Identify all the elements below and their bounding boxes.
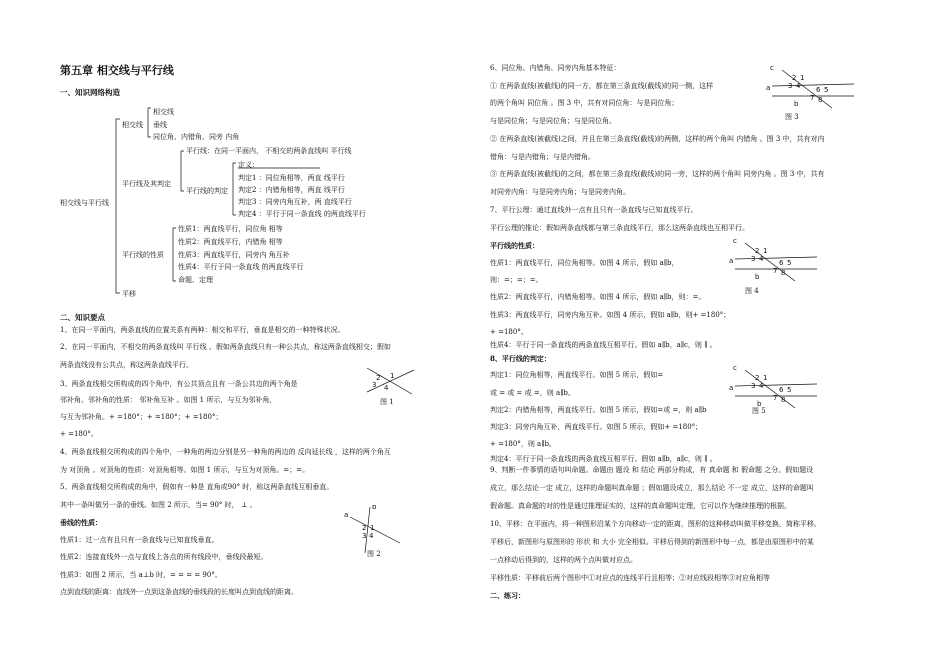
right-line-31: 平移性质：平移前后两个图形中①对应点的连线平行且相等；②对应线段相等③对应角相等 <box>490 574 770 582</box>
left-line-8: 4、两条直线相交所构成的四个角中，一种角的两边分别是另一种角的两边的 反向延长线 ，这样的两个角互 <box>60 448 391 456</box>
tree-xj: 相交线 <box>122 121 143 129</box>
left-line-9: 为 对顶角 。对顶角的性质：对顶角相等。如图 1 所示，与互为对顶角。=；=。 <box>60 466 310 474</box>
fig3-label-b: b <box>794 100 799 108</box>
fig4-label-2: 2 <box>755 247 760 255</box>
left-line-2: 2、在同一平面内，不相交的两条直线叫 平行线 。假如两条直线只有一种公共点，称这两条直线相交；假如 <box>60 343 391 351</box>
right-line-23: + =180°，则 a∥b。 <box>490 440 556 448</box>
tree-pd-0: 定义： <box>238 161 259 169</box>
fig5-label-4: 4 <box>759 382 764 390</box>
tree-pd-3: 判定3 ：同旁内角互补，两 直线平行 <box>238 198 352 206</box>
fig3-label-6: 6 <box>816 86 821 94</box>
section-key-points: 二、知识要点 <box>60 313 105 322</box>
right-line-32: 二、练习： <box>490 591 525 600</box>
tree-pxj-def: 平行线：在同一平面内， 不相交的两条直线叫 平行线 <box>186 147 352 155</box>
right-line-7: ③ 在两条直线(被截线)的之间，都在第三条直线(截线)的同一旁，这样的两个角叫 同旁内角 。图 3 中，共有 <box>490 170 825 178</box>
fig1-label-2: 2 <box>376 374 381 382</box>
right-line-17: 性质4：平行于同一条直线的两条直线互相平行。假如 a∥b，a∥c，则 ∥ 。 <box>490 341 717 349</box>
fig1-label-4: 4 <box>384 384 389 392</box>
tree-xz-5: 命题、定理 <box>178 276 213 284</box>
right-line-9: 7、平行公理：通过直线外一点有且只有一条直线与已知直线平行。 <box>490 206 698 214</box>
tree-xz-4: 性质4：平行于同一条直线 的两直线平行 <box>178 263 304 271</box>
fig2-label-a: a <box>344 511 349 519</box>
fig5-label-b: b <box>757 400 762 408</box>
fig5-label-2: 2 <box>755 374 760 382</box>
figure-3-caption: 图 3 <box>785 113 799 121</box>
fig4-label-b: b <box>755 273 760 281</box>
fig3-label-7: 7 <box>810 94 815 102</box>
right-line-1: 6、同位角、内错角、同旁内角基本特征： <box>490 64 621 72</box>
fig5-label-c: c <box>733 364 737 372</box>
tree-pxj-pd: 平行线的判定 <box>186 187 228 195</box>
section-network: 一、知识网络构造 <box>60 88 120 97</box>
right-line-14: 性质2：两直线平行，内错角相等。如图 4 所示，假如 a∥b，则：=。 <box>490 293 706 301</box>
right-line-24: 判定4：平行于同一条直线的两条直线互相平行。假如 a∥b，a∥c，则 ∥ 。 <box>490 455 717 463</box>
right-line-25: 9、判断一件事情的语句叫命题。命题由 题设 和 结论 两部分构成，有 真命题 和 假命题 之分。假如题设 <box>490 466 814 474</box>
left-line-5: 邻补角。邻补角的性质： 邻补角互补 。如图 1 所示，与互为邻补角， <box>60 396 277 404</box>
fig3-label-c: c <box>770 64 774 72</box>
figure-3-diagram <box>762 64 862 110</box>
fig2-label-2: 2 <box>362 524 367 532</box>
tree-xj-3: 同位角、内错角、同旁 内角 <box>153 133 240 141</box>
tree-py: 平移 <box>122 290 136 298</box>
right-line-16: + =180°。 <box>490 328 528 336</box>
fig3-label-a: a <box>766 84 771 92</box>
left-line-7: + =180°。 <box>60 430 98 438</box>
left-line-3: 两条直线没有公共点，称这两条直线平行。 <box>60 361 193 369</box>
fig3-label-5: 5 <box>824 86 829 94</box>
right-line-20: 或 = 或 = 或 =，则 a∥b。 <box>490 389 575 397</box>
fig4-label-7: 7 <box>773 267 778 275</box>
figure-1-caption: 图 1 <box>380 398 394 406</box>
right-line-10: 平行公理的推论：假如两条直线都与第三条直线平行，那么这两条直线也互相平行。 <box>490 224 749 232</box>
right-line-29: 平移后，新图形与原图形的 形状 和 大小 完全相似。平移后得到的新图形中每一点，都是由原图形中的某 <box>490 538 814 546</box>
right-line-11: 平行线的性质： <box>490 241 539 250</box>
left-line-16: 点到直线的距离：直线外一点到这条直线的垂线段的长度叫点到直线的距离。 <box>60 588 298 596</box>
right-column <box>490 0 930 672</box>
right-line-21: 判定2：内错角相等，两直线平行。如图 5 所示，假如=或 =，则 a∥b <box>490 406 707 414</box>
tree-xj-1: 相交线 <box>153 108 174 116</box>
right-line-12: 性质1：两直线平行，同位角相等。如图 4 所示，假如 a∥b， <box>490 259 679 267</box>
fig4-label-4: 4 <box>759 255 764 263</box>
fig4-label-8: 8 <box>781 269 786 277</box>
left-line-14: 性质2：连接直线外一点与直线上各点的所有线段中，垂线段最短。 <box>60 553 268 561</box>
fig5-label-1: 1 <box>763 374 768 382</box>
fig5-label-3: 3 <box>751 382 756 390</box>
fig3-label-3: 3 <box>788 82 793 90</box>
right-line-8: 对同旁内角：与是同旁内角；与是同旁内角。 <box>490 188 630 196</box>
right-line-28: 10、平移：在平面内，将一种图形沿某个方向移动一定的距离，图形的这种移动叫做平移变换，简称平移。 <box>490 520 821 528</box>
fig3-label-1: 1 <box>800 74 805 82</box>
fig5-label-8: 8 <box>781 396 786 404</box>
right-line-6: 错角：与是内错角；与是内错角。 <box>490 153 595 161</box>
fig5-label-6: 6 <box>779 386 784 394</box>
tree-xz: 平行线的性质 <box>122 251 164 259</box>
fig4-label-3: 3 <box>751 255 756 263</box>
fig1-label-3: 3 <box>372 381 377 389</box>
left-line-10: 5、两条直线相交所构成的角中，假如有一种是 直角或90° 时，称这两条直线互相垂直。 <box>60 483 334 491</box>
fig2-label-1: 1 <box>370 524 375 532</box>
left-column <box>60 0 500 672</box>
right-line-13: 则：=；=；=。 <box>490 276 543 284</box>
right-line-27: 假命题。真命题的对的性是通过推理证实的，这样的真命题叫定理，它可以作为继续推理的根据。 <box>490 502 791 510</box>
right-line-5: ② 在两条直线(被截线)之间，并且在第三条直线(截线)的两侧，这样的两个角叫 内错角 。图 3 中，共有对内 <box>490 135 825 143</box>
figure-2-diagram <box>340 505 410 555</box>
fig4-label-a: a <box>729 257 734 265</box>
fig3-label-8: 8 <box>818 96 823 104</box>
figure-5-diagram <box>725 364 825 410</box>
fig1-label-1: 1 <box>390 372 395 380</box>
right-line-30: 一点移动后得到的，这样的两个点叫做对应点。 <box>490 556 637 564</box>
tree-root: 相交线与平行线 <box>60 199 109 207</box>
left-line-6: 与互为邻补角。+ =180°；+ =180°；+ =180°； <box>60 413 223 421</box>
fig4-label-5: 5 <box>787 259 792 267</box>
right-line-18: 8、平行线的判定： <box>490 354 551 363</box>
figure-4-diagram <box>725 237 825 285</box>
right-line-3: 的两个角叫 同位角 。图 3 中，共有对同位角：与是同位角； <box>490 99 679 107</box>
right-line-2: ① 在两条直线(被截线)的同一方，都在第三条直线(截线)的同一侧，这样 <box>490 82 714 90</box>
right-line-15: 性质3：两直线平行，同旁内角互补。如图 4 所示，假如 a∥b，则+ =180°； <box>490 311 731 319</box>
fig4-label-c: c <box>733 237 737 245</box>
figure-2-caption: 图 2 <box>367 550 381 558</box>
fig2-label-3: 3 <box>362 532 367 540</box>
tree-xz-3: 性质3：两直线平行，同旁内 角互补 <box>178 251 290 259</box>
right-line-26: 成立，那么结论一定 成立，这样的命题叫真命题 ；假如题设成立，那么结论 不一定 成立，这样的命题叫 <box>490 484 814 492</box>
tree-pd-2: 判定2 ：内错角相等，两直 线平行 <box>238 186 345 194</box>
fig3-label-4: 4 <box>796 82 801 90</box>
left-line-11: 其中一条叫做另一条的垂线。如图 2 所示，当= 90° 时， ⊥ 。 <box>60 501 257 509</box>
chapter-title: 第五章 相交线与平行线 <box>60 64 174 77</box>
right-line-19: 判定1：同位角相等，两直线平行。如图 5 所示，假如= <box>490 371 664 379</box>
tree-pd-1: 判定1 ：同位角相等，两直 线平行 <box>238 174 345 182</box>
fig2-label-4: 4 <box>369 532 374 540</box>
right-line-22: 判定3：同旁内角互补，两直线平行。如图 5 所示，假如+ =180°； <box>490 423 703 431</box>
fig4-label-6: 6 <box>779 259 784 267</box>
left-line-15: 性质3：如图 2 所示，当 a⊥b 时，= = = = 90°。 <box>60 571 222 579</box>
fig2-label-b: b <box>372 505 377 511</box>
tree-xj-2: 垂线 <box>153 121 167 129</box>
left-line-1: 1、在同一平面内，两条直线的位置关系有两种：相交和平行，垂直是相交的一种特殊状况。 <box>60 326 345 334</box>
left-line-13: 性质1：过一点有且只有一条直线与已知直线垂直。 <box>60 536 219 544</box>
tree-xz-1: 性质1：两直线平行，同位角 相等 <box>178 225 283 233</box>
figure-4-caption: 图 4 <box>745 287 759 295</box>
tree-pd-4: 判定4 ：平行于同一条直线 的两直线平行 <box>238 210 366 218</box>
figure-5-caption: 图 5 <box>752 407 766 415</box>
tree-pxj: 平行线及其判定 <box>122 180 171 188</box>
fig4-label-1: 1 <box>763 247 768 255</box>
right-line-4: 与是同位角；与是同位角；与是同位角。 <box>490 117 616 125</box>
fig3-label-2: 2 <box>792 74 797 82</box>
tree-xz-2: 性质2：两直线平行，内错角 相等 <box>178 238 283 246</box>
left-line-12: 垂线的性质： <box>60 518 102 527</box>
fig5-label-7: 7 <box>773 394 778 402</box>
fig5-label-a: a <box>729 384 734 392</box>
left-line-4: 3、两条直线相交所构成的四个角中，有公共顶点且有 一条公共边的两个角是 <box>60 380 298 388</box>
fig5-label-5: 5 <box>787 386 792 394</box>
